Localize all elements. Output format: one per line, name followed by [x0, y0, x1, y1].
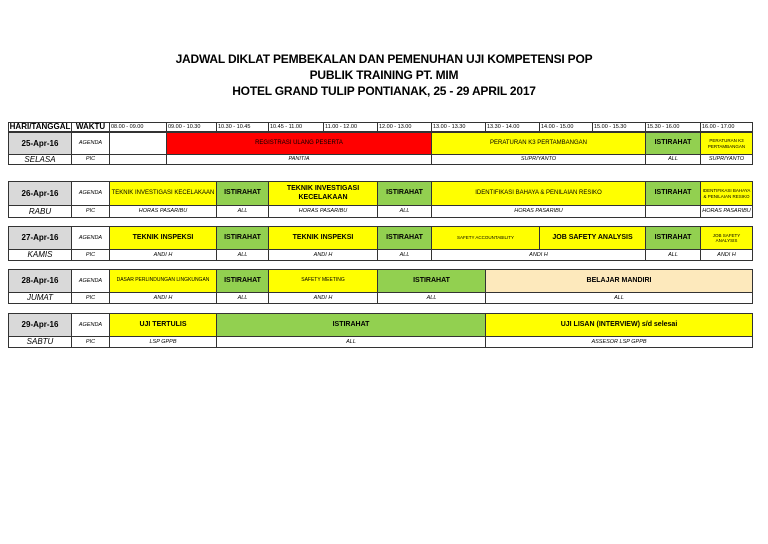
agenda-cell: TEKNIK INVESTIGASI KECELAKAAN [268, 181, 378, 206]
pic-cell: HORAS PASARIBU [109, 205, 217, 218]
pic-cell: HORAS PASARIBU [700, 205, 753, 218]
pic-cell: ALL [216, 249, 269, 261]
pic-label: PIC [71, 336, 110, 348]
title-line-3: HOTEL GRAND TULIP PONTIANAK, 25 - 29 APRIL 2017 [232, 84, 536, 98]
header-time: 16.00 - 17.00 [700, 122, 753, 132]
agenda-cell: JOB SAFETY ANALYSIS [539, 226, 646, 250]
agenda-cell: BELAJAR MANDIRI [485, 269, 753, 293]
agenda-cell: IDENTIFIKASI BAHAYA & PENILAIAN RESIKO [700, 181, 753, 206]
break-cell: ISTIRAHAT [216, 226, 269, 250]
header-time: 12.00 - 13.00 [377, 122, 432, 132]
pic-cell: ASSESOR LSP GPPB [485, 336, 753, 348]
pic-cell: ALL [485, 292, 753, 304]
pic-cell: ALL [377, 205, 432, 218]
pic-label: PIC [71, 154, 110, 165]
pic-label: PIC [71, 205, 110, 218]
pic-cell: ALL [377, 249, 432, 261]
agenda-cell: REGISTRASI ULANG PESERTA [166, 132, 432, 155]
empty-cell [109, 132, 167, 155]
pic-cell: PANITIA [166, 154, 432, 165]
header-time: 13.00 - 13.30 [431, 122, 486, 132]
agenda-cell: UJI TERTULIS [109, 313, 217, 337]
agenda-cell: UJI LISAN (INTERVIEW) s/d selesai [485, 313, 753, 337]
agenda-label: AGENDA [71, 226, 110, 250]
agenda-cell: IDENTIFIKASI BAHAYA & PENILAIAN RESIKO [431, 181, 646, 206]
pic-cell: ANDI H [431, 249, 646, 261]
pic-cell: ANDI H [109, 249, 217, 261]
pic-cell: ALL [645, 154, 701, 165]
break-cell: ISTIRAHAT [216, 269, 269, 293]
agenda-cell: TEKNIK INVESTIGASI KECELAKAAN [109, 181, 217, 206]
pic-cell: ALL [377, 292, 486, 304]
day-cell: RABU [8, 205, 72, 218]
agenda-cell: SAFETY ACCOUNTABILITY [431, 226, 540, 250]
header-time: 11.00 - 12.00 [323, 122, 378, 132]
header-time: 08.00 - 09.00 [109, 122, 167, 132]
agenda-cell: TEKNIK INSPEKSI [268, 226, 378, 250]
pic-cell: ALL [645, 249, 701, 261]
break-cell: ISTIRAHAT [377, 181, 432, 206]
date-cell: 26-Apr-16 [8, 181, 72, 206]
header-time: 15.30 - 16.00 [645, 122, 701, 132]
pic-cell: ALL [216, 292, 269, 304]
pic-cell [645, 205, 701, 218]
pic-cell: SUPRIYANTO [700, 154, 753, 165]
header-time: 09.00 - 10.30 [166, 122, 217, 132]
header-time: 13.30 - 14.00 [485, 122, 540, 132]
pic-label: PIC [71, 249, 110, 261]
header-time: 10.30 - 10.45 [216, 122, 269, 132]
pic-cell: HORAS PASARIBU [268, 205, 378, 218]
pic-cell: ANDI H [700, 249, 753, 261]
empty-cell [109, 154, 167, 165]
pic-cell: SUPRIYANTO [431, 154, 646, 165]
header-time: 14.00 - 15.00 [539, 122, 593, 132]
break-cell: ISTIRAHAT [216, 313, 486, 337]
agenda-label: AGENDA [71, 181, 110, 206]
agenda-label: AGENDA [71, 269, 110, 293]
agenda-cell: DASAR PERLINDUNGAN LINGKUNGAN [109, 269, 217, 293]
header-time: 15.00 - 15.30 [592, 122, 646, 132]
break-cell: ISTIRAHAT [216, 181, 269, 206]
break-cell: ISTIRAHAT [377, 269, 486, 293]
agenda-cell: PERATURAN K3 PERTAMBANGAN [431, 132, 646, 155]
title-line-1: JADWAL DIKLAT PEMBEKALAN DAN PEMENUHAN UJI KOMPETENSI POP [175, 52, 593, 66]
day-cell: JUMAT [8, 292, 72, 304]
agenda-cell: TEKNIK INSPEKSI [109, 226, 217, 250]
break-cell: ISTIRAHAT [645, 181, 701, 206]
break-cell: ISTIRAHAT [645, 226, 701, 250]
header-waktu: WAKTU [71, 122, 110, 132]
pic-cell: HORAS PASARIBU [431, 205, 646, 218]
day-cell: KAMIS [8, 249, 72, 261]
agenda-cell: JOB SAFETY ANALYSIS [700, 226, 753, 250]
agenda-label: AGENDA [71, 313, 110, 337]
day-cell: SELASA [8, 154, 72, 165]
header-time: 10.45 - 11.00 [268, 122, 324, 132]
pic-cell: LSP GPPB [109, 336, 217, 348]
title-line-2: PUBLIK TRAINING PT. MIM [309, 68, 459, 82]
pic-cell: ALL [216, 205, 269, 218]
agenda-label: AGENDA [71, 132, 110, 155]
pic-cell: ANDI H [109, 292, 217, 304]
pic-label: PIC [71, 292, 110, 304]
date-cell: 25-Apr-16 [8, 132, 72, 155]
pic-cell: ANDI H [268, 249, 378, 261]
date-cell: 27-Apr-16 [8, 226, 72, 250]
pic-cell: ANDI H [268, 292, 378, 304]
date-cell: 29-Apr-16 [8, 313, 72, 337]
header-day-col: HARI/TANGGAL [9, 122, 71, 132]
pic-cell: ALL [216, 336, 486, 348]
agenda-cell: PERATURAN K3 PERTAMBANGAN [700, 132, 753, 155]
break-cell: ISTIRAHAT [645, 132, 701, 155]
break-cell: ISTIRAHAT [377, 226, 432, 250]
day-cell: SABTU [8, 336, 72, 348]
agenda-cell: SAFETY MEETING [268, 269, 378, 293]
date-cell: 28-Apr-16 [8, 269, 72, 293]
